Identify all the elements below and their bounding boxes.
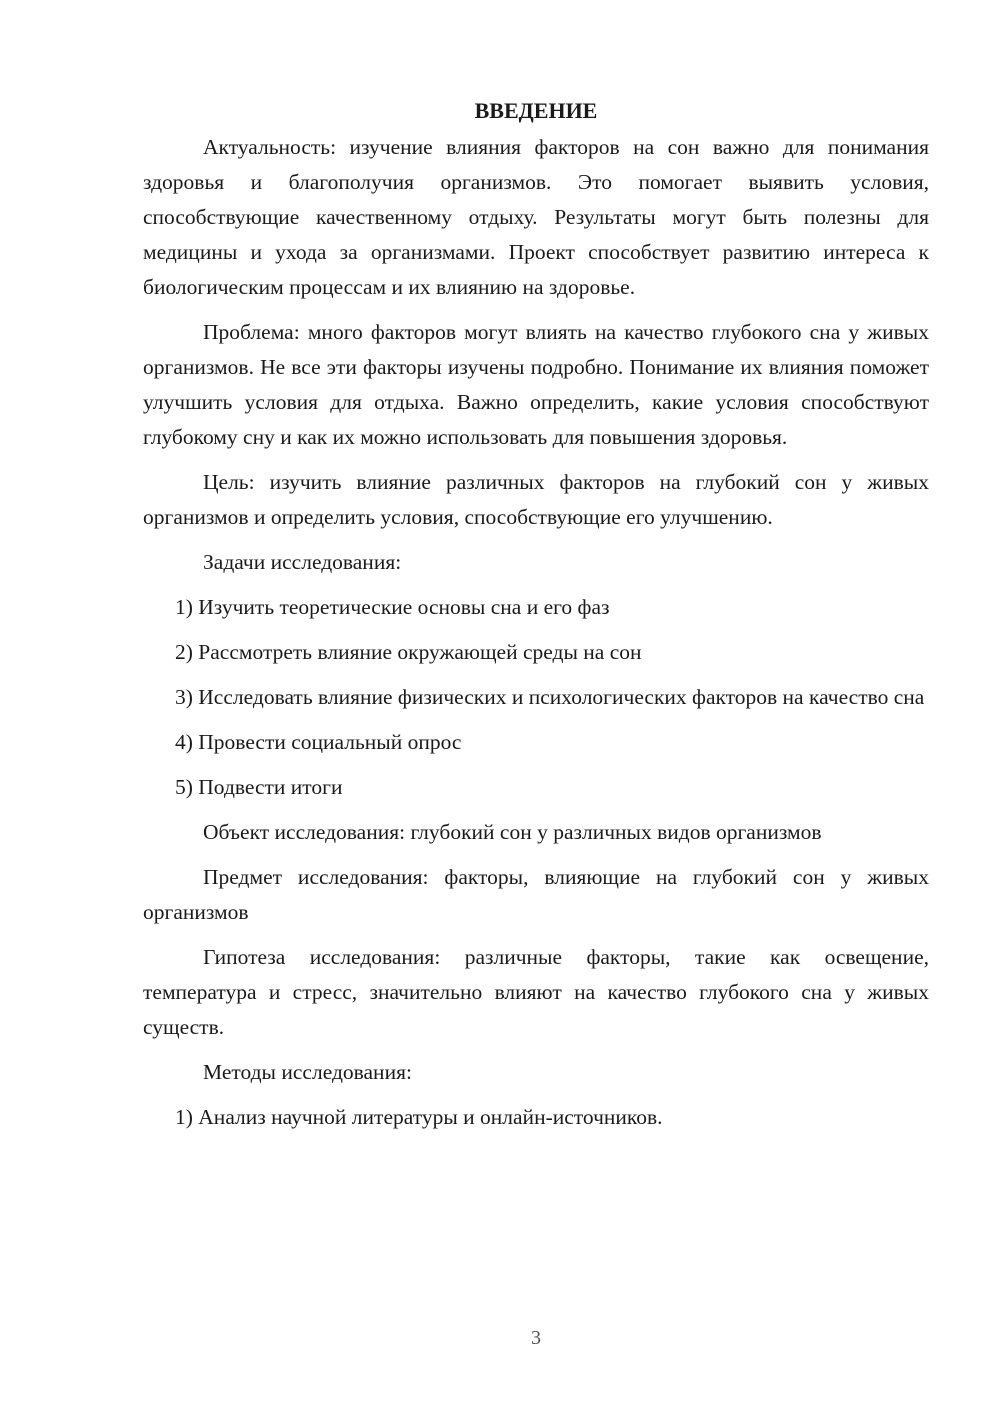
object-paragraph: Объект исследования: глубокий сон у различных видов организмов bbox=[203, 820, 822, 844]
list-item: 1) Анализ научной литературы и онлайн-источников. bbox=[175, 1105, 663, 1129]
methods-list bbox=[143, 1100, 929, 1135]
list-item: 2) Рассмотреть влияние окружающей среды на сон bbox=[175, 640, 642, 664]
document-page bbox=[143, 94, 929, 1145]
relevance-paragraph: Актуальность: изучение влияния факторов на сон важно для понимания здоровья и благополучия организмов. Это помогает выявить условия, способствующие качественному отдыху. Результаты могут быть полезны для медицины и ухода за организмами. Проект способствует развитию интереса к биологическим процессам и их влиянию на здоровье. bbox=[143, 135, 929, 299]
subject-paragraph: Предмет исследования: факторы, влияющие на глубокий сон у живых организмов bbox=[143, 865, 929, 924]
page-number: 3 bbox=[531, 1327, 541, 1349]
list-item: 3) Исследовать влияние физических и психологических факторов на качество сна bbox=[175, 685, 925, 709]
tasks-list bbox=[143, 590, 929, 805]
list-item: 4) Провести социальный опрос bbox=[175, 730, 462, 754]
section-heading: ВВЕДЕНИЕ bbox=[474, 98, 598, 123]
tasks-heading: Задачи исследования: bbox=[203, 550, 402, 574]
list-item: 1) Изучить теоретические основы сна и его фаз bbox=[175, 595, 610, 619]
methods-heading: Методы исследования: bbox=[203, 1060, 412, 1084]
goal-paragraph: Цель: изучить влияние различных факторов на глубокий сон у живых организмов и определить условия, способствующие его улучшению. bbox=[143, 470, 929, 529]
list-item: 5) Подвести итоги bbox=[175, 775, 343, 799]
hypothesis-paragraph: Гипотеза исследования: различные факторы, такие как освещение, температура и стресс, значительно влияют на качество глубокого сна у живых существ. bbox=[143, 945, 929, 1039]
problem-paragraph: Проблема: много факторов могут влиять на качество глубокого сна у живых организмов. Не все эти факторы изучены подробно. Понимание их влияния поможет улучшить условия для отдыха. Важно определить, какие условия способствуют глубокому сну и как их можно использовать для повышения здоровья. bbox=[143, 320, 929, 449]
